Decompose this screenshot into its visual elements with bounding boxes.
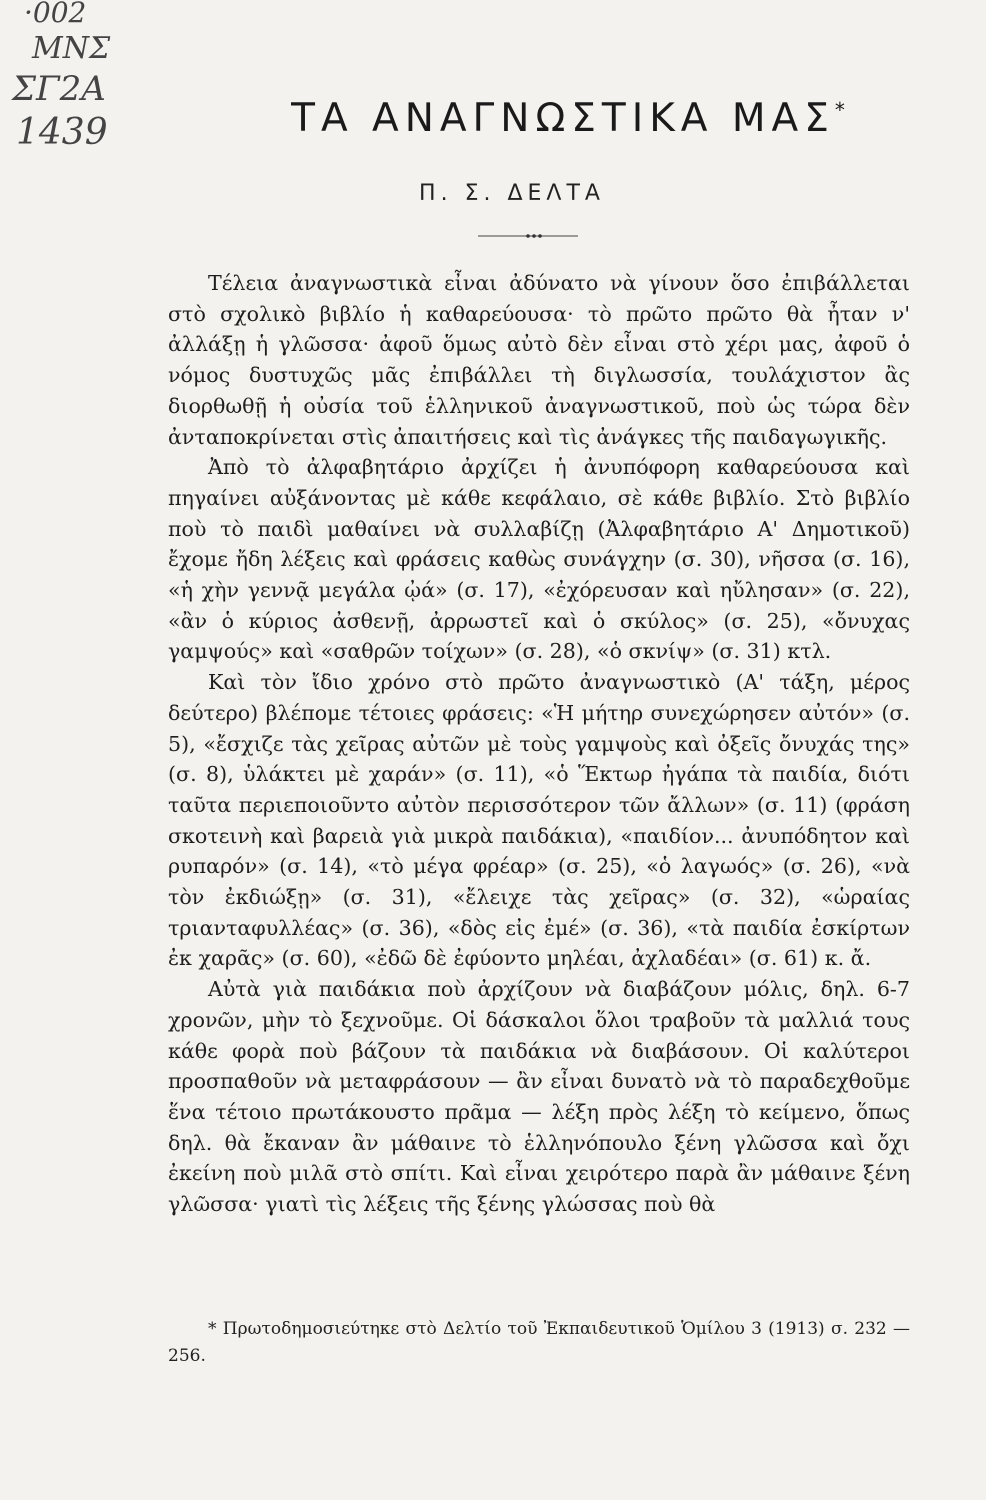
title-text: ΤΑ ΑΝΑΓΝΩΣΤΙΚΑ ΜΑΣ bbox=[291, 96, 835, 141]
svg-text:·002: ·002 bbox=[24, 0, 87, 29]
article-body bbox=[168, 268, 910, 1220]
paragraph: Αὐτὰ γιὰ παιδάκια ποὺ ἀρχίζουν νὰ διαβάζουν μόλις, δηλ. 6-7 χρονῶν, μὴν τὸ ξεχνοῦμε. Οἱ δάσκαλοι ὅλοι τραβοῦν τὰ μαλλιά τους κάθε φορὰ ποὺ βάζουν τὰ παιδάκια νὰ διαβάσουν. Οἱ καλύτεροι προσπαθοῦν νὰ μεταφράσουν — ἂν εἶναι δυνατὸ νὰ τὸ παραδεχθοῦμε ἕνα τέτοιο πρωτάκουστο πρᾶμα — λέξη πρὸς λέξη τὸ κείμενο, ὅπως δηλ. θὰ ἔκαναν ἂν μάθαινε τὸ ἑλληνόπουλο ξένη γλῶσσα καὶ ὄχι ἐκείνη ποὺ μιλᾶ στὸ σπίτι. Καὶ εἶναι χειρότερο παρὰ ἂν μάθαινε ξένη γλῶσσα· γιατὶ τὶς λέξεις τῆς ξένης γλώσσας ποὺ θὰ bbox=[168, 977, 910, 1217]
svg-text:ΣΓ2Α: ΣΓ2Α bbox=[12, 69, 106, 109]
page-title bbox=[291, 96, 845, 141]
title-footnote-mark: * bbox=[834, 98, 845, 122]
paragraph: Καὶ τὸν ἴδιο χρόνο στὸ πρῶτο ἀναγνωστικὸ (Α' τάξη, μέρος δεύτερο) βλέπομε τέτοιες φράσεις: «Ἡ μήτηρ συνεχώρησεν αὐτόν» (σ. 5), «ἔσχιζε τὰς χεῖρας αὐτῶν μὲ τοὺς γαμψοὺς καὶ ὀξεῖς ὄνυχάς της» (σ. 8), ὑλάκτει μὲ χαράν» (σ. 11), «ὁ Ἕκτωρ ἠγάπα τὰ παιδία, διότι ταῦτα περιεποιοῦντο αὐτὸν περισσότερον τῶν ἄλλων» (σ. 11) (φράση σκοτεινὴ καὶ βαρειὰ γιὰ μικρὰ παιδάκια), «παιδίον... ἀνυπόδητον καὶ ρυπαρόν» (σ. 14), «τὸ μέγα φρέαρ» (σ. 25), «ὁ λαγωός» (σ. 26), «νὰ τὸν ἐκδιώξῃ» (σ. 31), «ἔλειχε τὰς χεῖρας» (σ. 32), «ὡραίας τριανταφυλλέας» (σ. 36), «δὸς εἰς ἐμέ» (σ. 36), «τὰ παιδία ἐσκίρτων ἐκ χαρᾶς» (σ. 60), «ἐδῶ δὲ ἐφύοντο μηλέαι, ἀχλαδέαι» (σ. 61) κ. ἄ. bbox=[168, 670, 910, 971]
svg-text:1439: 1439 bbox=[16, 112, 108, 153]
paragraph: Ἀπὸ τὸ ἀλφαβητάριο ἀρχίζει ἡ ἀνυπόφορη καθαρεύουσα καὶ πηγαίνει αὐξάνοντας μὲ κάθε κεφάλαιο, σὲ κάθε βιβλίο. Στὸ βιβλίο ποὺ τὸ παιδὶ μαθαίνει νὰ συλλαβίζῃ (Ἀλφαβητάριο Α' Δημοτικοῦ) ἔχομε ἤδη λέξεις καὶ φράσεις καθὼς συνάγχην (σ. 30), νῆσσα (σ. 16), «ἡ χὴν γεννᾷ μεγάλα ᾠά» (σ. 17), «ἐχόρευσαν καὶ ηὔλησαν» (σ. 22), «ἂν ὁ κύριος ἀσθενῇ, ἀρρωστεῖ καὶ ὁ σκύλος» (σ. 25), «ὄνυχας γαμψούς» καὶ «σαθρῶν τοίχων» (σ. 28), «ὁ σκνίψ» (σ. 31) κτλ. bbox=[168, 455, 910, 664]
svg-text:ΜΝΣ: ΜΝΣ bbox=[32, 31, 111, 66]
paragraph: Τέλεια ἀναγνωστικὰ εἶναι ἀδύνατο νὰ γίνουν ὅσο ἐπιβάλλεται στὸ σχολικὸ βιβλίο ἡ καθαρεύουσα· τὸ πρῶτο πρῶτο θὰ ἦταν ν' ἀλλάξῃ ἡ γλῶσσα· ἀφοῦ ὅμως αὐτὸ δὲν εἶναι στὸ χέρι μας, ἀφοῦ ὁ νόμος δυστυχῶς μᾶς ἐπιβάλλει τὴ διγλωσσία, τουλάχιστον ἂς διορθωθῇ ἡ οὐσία τοῦ ἑλληνικοῦ ἀναγνωστικοῦ, ποὺ ὡς τώρα δὲν ἀνταποκρίνεται στὶς ἀπαιτήσεις καὶ τὶς ἀνάγκες τῆς παιδαγωγικῆς. bbox=[168, 271, 910, 449]
author-name: Π. Σ. ΔΕΛΤΑ bbox=[419, 181, 605, 206]
footnote: * Πρωτοδημοσιεύτηκε στὸ Δελτίο τοῦ Ἐκπαιδευτικοῦ Ὁμίλου 3 (1913) σ. 232 — 256. bbox=[168, 1319, 910, 1366]
ornamental-divider bbox=[478, 233, 578, 239]
page-header bbox=[0, 96, 986, 206]
